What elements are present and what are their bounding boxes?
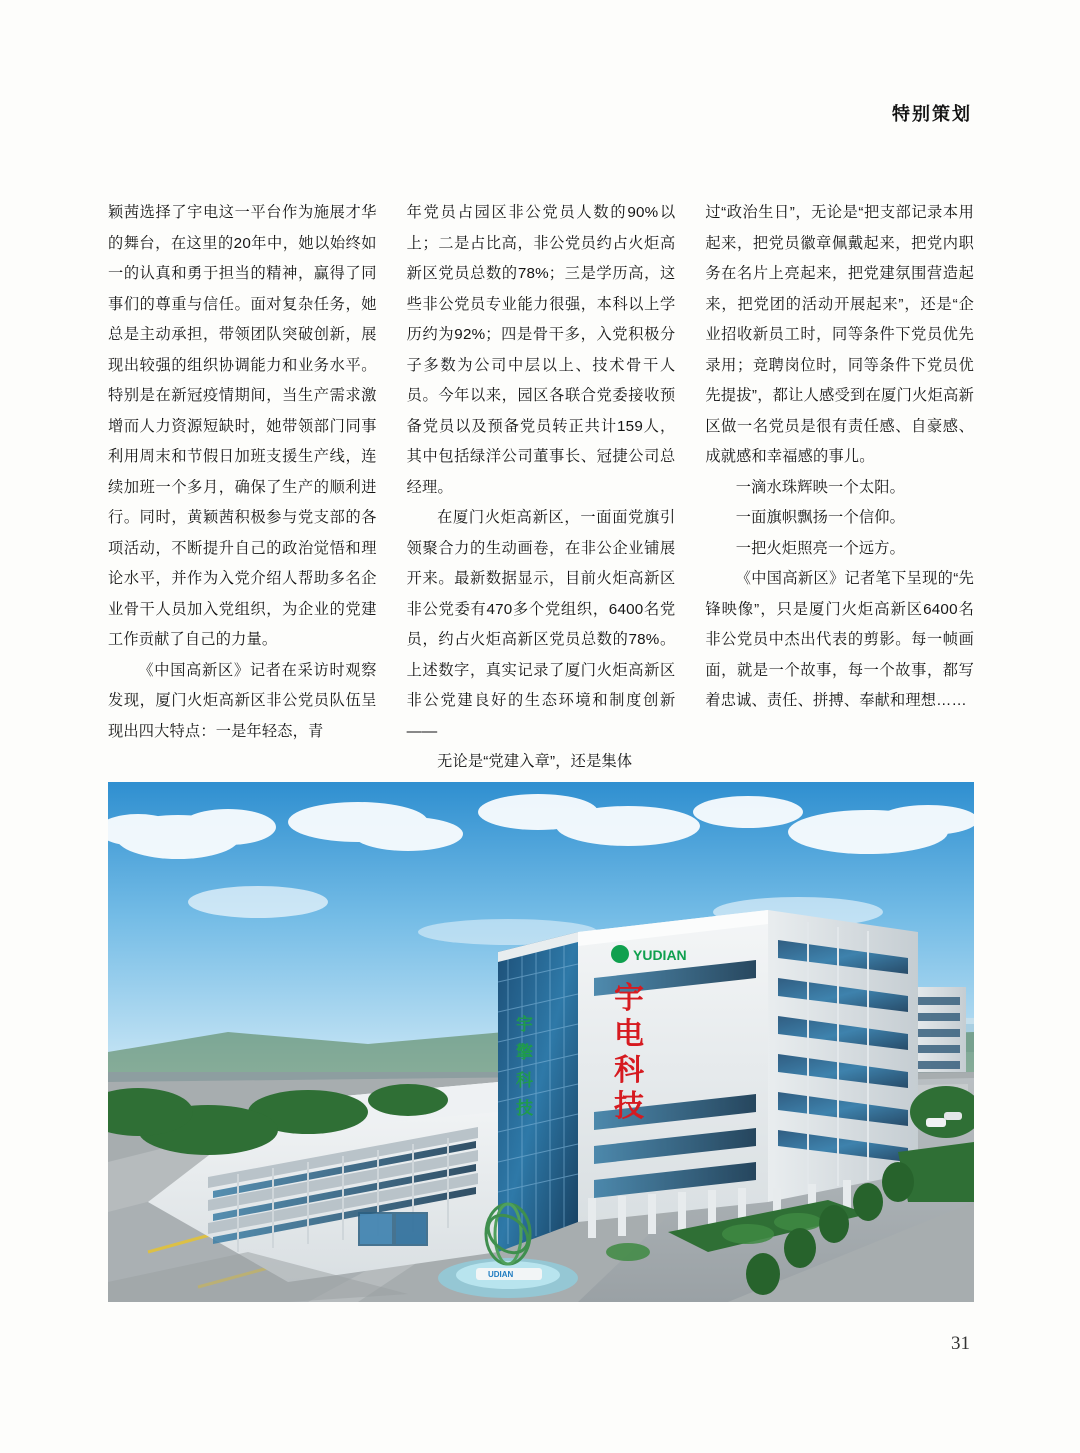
svg-text:科: 科: [516, 1071, 533, 1091]
paragraph: 年党员占园区非公党员人数的90%以上；二是占比高，非公党员约占火炬高新区党员总数的78%；三是学历高，这些非公党员专业能力很强，本科以上学历约为92%；四是骨干多，入党积极分子多数为公司中层以上、技术骨干人员。今年以来，园区各联合党委接收预备党员以及预备党员转正共计159人，其中包括绿洋公司董事长、冠捷公司总经理。: [406, 204, 676, 496]
paragraph: 《中国高新区》记者笔下呈现的“先锋映像”，只是厦门火炬高新区6400名非公党员中杰出代表的剪影。每一帧画面，就是一个故事，每一个故事，都写着忠诚、责任、拼搏、奉献和理想……: [705, 570, 975, 709]
svg-text:宇: 宇: [516, 1015, 533, 1035]
svg-text:宇: 宇: [614, 981, 644, 1016]
svg-text:技: 技: [614, 1089, 644, 1124]
article-body: [108, 198, 974, 778]
svg-text:YUDIAN: YUDIAN: [633, 947, 687, 963]
campus-photo: [108, 782, 974, 1302]
paragraph: 一滴水珠辉映一个太阳。: [735, 478, 905, 496]
paragraph: 《中国高新区》记者在采访时观察发现，厦门火炬高新区非公党员队伍呈现出四大特点：一是年轻态，青: [108, 661, 377, 740]
paragraph: 无论是“党建入章”，还是集体: [437, 753, 633, 770]
svg-text:擎: 擎: [516, 1043, 533, 1063]
paragraph: 一面旗帜飘扬一个信仰。: [735, 509, 905, 526]
paragraph: 一把火炬照亮一个远方。: [735, 539, 905, 557]
column-3: [705, 198, 974, 778]
svg-text:技: 技: [516, 1099, 533, 1119]
paragraph: 颖茜选择了宇电这一平台作为施展才华的舞台，在这里的20年中，她以始终如一的认真和勇于担当的精神，赢得了同事们的尊重与信任。面对复杂任务，她总是主动承担，带领团队突破创新，展现出较强的组织协调能力和业务水平。特别是在新冠疫情期间，当生产需求激增而人力资源短缺时，她带领部门同事利用周末和节假日加班支援生产线，连续加班一个多月，确保了生产的顺利进行。同时，黄颖茜积极参与党支部的各项活动，不断提升自己的政治觉悟和理论水平，并作为入党介绍人帮助多名企业骨干人员加入党组织，为企业的党建工作贡献了自己的力量。: [108, 204, 377, 648]
column-2: [407, 198, 676, 778]
page-number: 31: [951, 1333, 970, 1354]
paragraph: 过“政治生日”，无论是“把支部记录本用起来，把党员徽章佩戴起来，把党内职务在名片上亮起来，把党建氛围营造起来，把党团的活动开展起来”，还是“企业招收新员工时，同等条件下党员优先录用；竞聘岗位时，同等条件下党员优先提拔”，都让人感受到在厦门火炬高新区做一名党员是很有责任感、自豪感、成就感和幸福感的事儿。: [705, 204, 975, 465]
column-1: [108, 198, 377, 778]
paragraph: 在厦门火炬高新区，一面面党旗引领聚合力的生动画卷，在非公企业铺展开来。最新数据显示，目前火炬高新区非公党委有470多个党组织，6400名党员，约占火炬高新区党员总数的78%。上述数字，真实记录了厦门火炬高新区非公党建良好的生态环境和制度创新——: [406, 509, 676, 740]
svg-text:UDIAN: UDIAN: [488, 1270, 514, 1279]
svg-text:科: 科: [614, 1053, 644, 1088]
section-header: 特别策划: [892, 104, 972, 124]
svg-text:电: 电: [614, 1017, 644, 1052]
